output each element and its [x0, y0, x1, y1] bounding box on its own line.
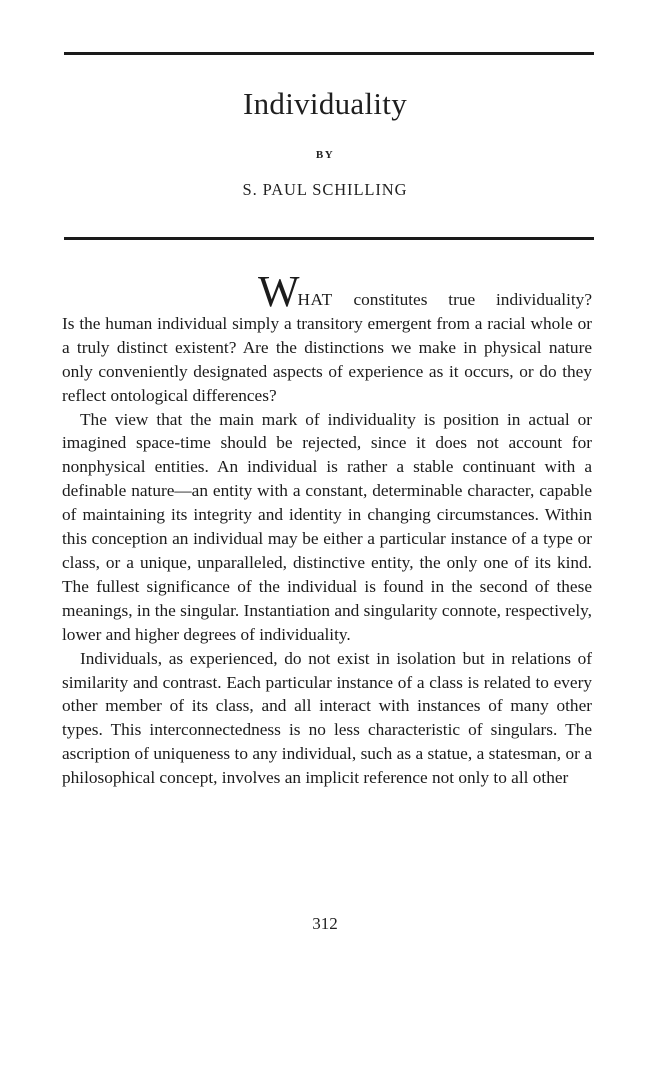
article-title: Individuality	[242, 86, 408, 121]
small-caps-lead: HAT	[297, 290, 333, 309]
top-rule	[64, 52, 594, 55]
article-body	[62, 267, 592, 790]
drop-cap: W	[258, 267, 298, 316]
bottom-rule	[64, 237, 594, 240]
paragraph-1	[62, 267, 592, 408]
first-line	[62, 267, 592, 316]
paragraph-1-text: Is the human individual simply a transitory emergent from a racial whole or a truly distinct existent? Are the distinctions we make in physical nature only conveniently designated aspects of experience as it occurs, or do they reflect ontological differences?	[62, 313, 592, 405]
first-line-text: constitutes true individuality?	[332, 290, 592, 309]
byline-label: BY	[315, 149, 335, 161]
paragraph-3: Individuals, as experienced, do not exist in isolation but in relations of similarity and contrast. Each particular instance of a class is related to every other member of its class, and all interact with instances of many other types. This interconnectedness is no less characteristic of singulars. The ascription of uniqueness to any individual, such as a statue, a statesman, or a philosophical concept, involves an implicit reference not only to all other	[62, 648, 592, 788]
author-name: S. PAUL SCHILLING	[242, 180, 408, 199]
paragraph-2: The view that the main mark of individuality is position in actual or imagined space-time should be rejected, since it does not account for nonphysical entities. An individual is rather a stable continuant with a definable nature—an entity with a constant, determinable character, capable of maintaining its integrity and identity in changing circumstances. Within this conception an individual may be either a particular instance of a type or class, or a unique, unparalleled, distinctive entity, the only one of its kind. The fullest significance of the individual is found in the second of these meanings, in the singular. Instantiation and singularity connote, respectively, lower and higher degrees of individuality.	[62, 409, 592, 644]
page-number: 312	[312, 914, 338, 933]
